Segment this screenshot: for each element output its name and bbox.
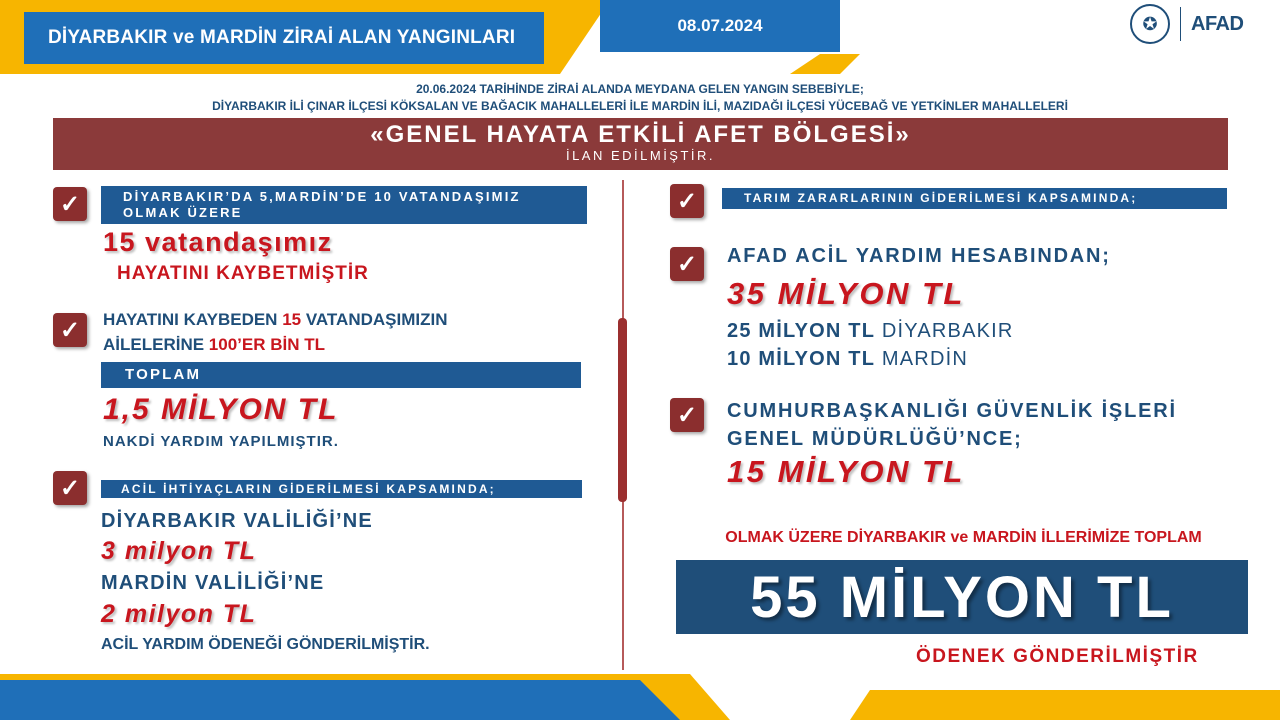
- family-aid-line-2: [103, 332, 448, 357]
- checkmark-icon: ✓: [53, 313, 87, 347]
- security-directorate-text: [727, 397, 1177, 453]
- family-aid-line-1: [103, 307, 448, 332]
- diyarbakir-split-amount: 25 MİLYON TL: [727, 320, 876, 342]
- afad-logo: AFAD: [1191, 12, 1244, 35]
- family-aid-amount: 100’ER BİN TL: [208, 335, 325, 354]
- mardin-amount: 2 milyon TL: [101, 600, 257, 628]
- column-divider-accent: [618, 318, 627, 502]
- diyarbakir-split-city: DİYARBAKIR: [875, 320, 1014, 342]
- date-label: 08.07.2024: [600, 0, 840, 52]
- logo-area: [1130, 2, 1280, 46]
- summary-lead: OLMAK ÜZERE DİYARBAKIR ve MARDİN İLLERİMİZE TOPLAM: [725, 529, 1202, 546]
- grand-total: 55 MİLYON TL: [676, 560, 1248, 634]
- diyarbakir-governorship: DİYARBAKIR VALİLİĞİ’NE: [101, 510, 373, 532]
- family-aid-text-c: VATANDAŞIMIZIN: [301, 310, 448, 329]
- mardin-split-city: MARDİN: [875, 348, 968, 370]
- family-aid-text: [103, 307, 448, 357]
- security-amount: 15 MİLYON TL: [727, 454, 965, 489]
- security-line-2: GENEL MÜDÜRLÜĞÜ’NCE;: [727, 428, 1023, 450]
- total-bar: TOPLAM: [101, 362, 581, 388]
- mardin-governorship: MARDİN VALİLİĞİ’NE: [101, 572, 325, 594]
- casualties-bar-line-1: DİYARBAKIR’DA 5,MARDİN’DE 10 VATANDAŞIMIZ: [123, 189, 521, 204]
- emergency-fund-note: ACİL YARDIM ÖDENEĞİ GÖNDERİLMİŞTİR.: [101, 636, 430, 653]
- casualties-bar-line-2: OLMAK ÜZERE: [123, 205, 243, 220]
- afad-account-heading: AFAD ACİL YARDIM HESABINDAN;: [727, 245, 1111, 267]
- banner-subtitle: İLAN EDİLMİŞTİR.: [565, 148, 716, 163]
- family-aid-text-a: HAYATINI KAYBEDEN: [103, 310, 283, 329]
- agriculture-bar: TARIM ZARARLARININ GİDERİLMESİ KAPSAMINDA;: [722, 188, 1227, 209]
- allocation-note: ÖDENEK GÖNDERİLMİŞTİR: [916, 646, 1199, 667]
- checkmark-icon: ✓: [53, 471, 87, 505]
- security-line-1: CUMHURBAŞKANLIĞI GÜVENLİK İŞLERİ: [727, 400, 1177, 422]
- total-amount: 1,5 MİLYON TL: [103, 393, 339, 426]
- checkmark-icon: ✓: [53, 187, 87, 221]
- cash-aid-note: NAKDİ YARDIM YAPILMIŞTIR.: [103, 433, 339, 450]
- afad-split-row-1: [727, 320, 1014, 343]
- footer-decoration: [0, 660, 1280, 720]
- emergency-needs-bar: ACİL İHTİYAÇLARIN GİDERİLMESİ KAPSAMINDA;: [101, 480, 582, 498]
- checkmark-icon: ✓: [670, 247, 704, 281]
- checkmark-icon: ✓: [670, 184, 704, 218]
- intro-line-2: DİYARBAKIR İLİ ÇINAR İLÇESİ KÖKSALAN VE BAĞACIK MAHALLELERİ İLE MARDİN İLİ, MAZIDAĞI İLÇESİ YÜCEBAĞ VE YETKİNLER MAHALLELERİ: [212, 99, 1068, 113]
- afad-amount: 35 MİLYON TL: [727, 276, 965, 311]
- disaster-banner: [53, 118, 1228, 170]
- page-title: DİYARBAKIR ve MARDİN ZİRAİ ALAN YANGINLARI: [24, 12, 544, 64]
- mardin-split-amount: 10 MİLYON TL: [727, 348, 876, 370]
- casualties-note: HAYATINI KAYBETMİŞTİR: [117, 263, 369, 284]
- family-aid-count: 15: [282, 310, 302, 329]
- family-aid-text-d: AİLELERİNE: [103, 335, 209, 354]
- casualties-count: 15 vatandaşımız: [103, 227, 333, 257]
- checkmark-icon: ✓: [670, 398, 704, 432]
- diyarbakir-amount: 3 milyon TL: [101, 537, 257, 565]
- intro-line-1: 20.06.2024 TARİHİNDE ZİRAİ ALANDA MEYDANA GELEN YANGIN SEBEBİYLE;: [416, 82, 864, 96]
- banner-title: «GENEL HAYATA ETKİLİ AFET BÖLGESİ»: [370, 121, 911, 148]
- casualties-bar: [101, 186, 587, 224]
- government-seal-icon: ✪: [1130, 4, 1170, 44]
- afad-split-row-2: [727, 348, 968, 371]
- logo-divider: [1180, 7, 1181, 41]
